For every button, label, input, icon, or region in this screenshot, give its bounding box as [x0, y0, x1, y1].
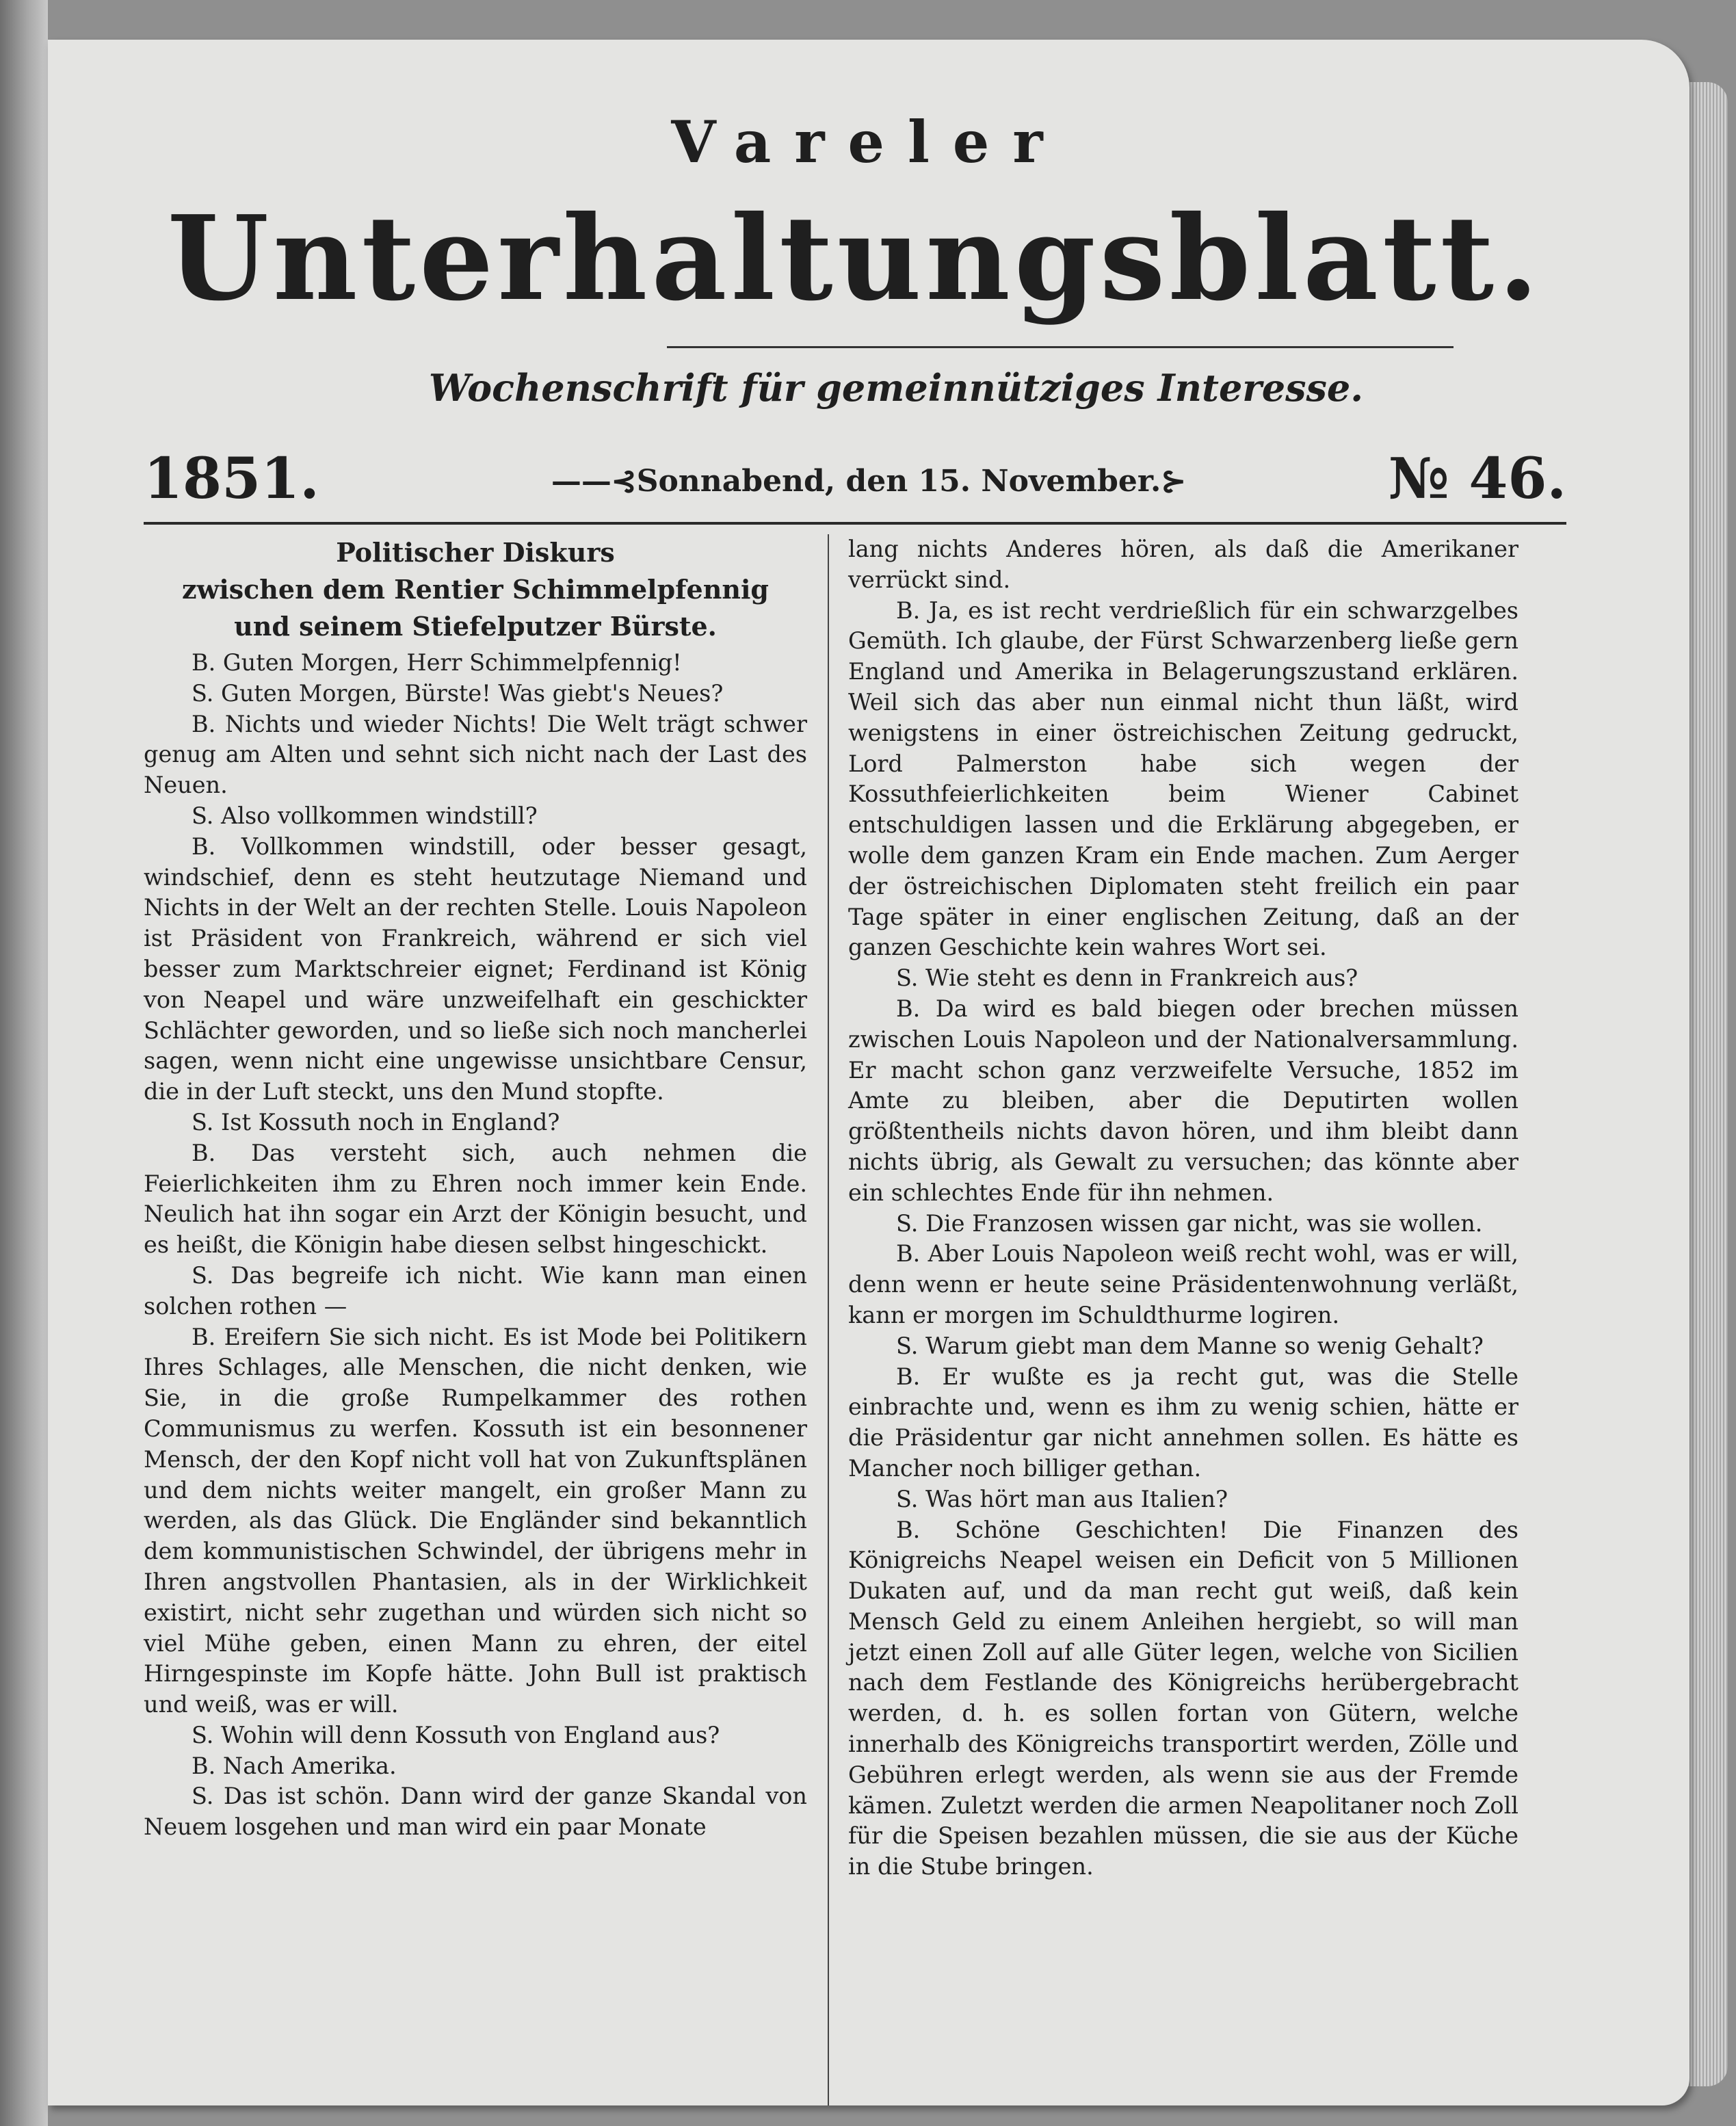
right-column	[848, 534, 1518, 1882]
masthead-big-title: Unterhaltungsblatt.	[167, 190, 1543, 327]
dialogue-paragraph: B. Das versteht sich, auch nehmen die Feierlichkeiten ihm zu Ehren noch immer kein Ende. Neulich hat ihn sogar ein Arzt der Königin besucht, und es heißt, die Königin habe diesen selbst hingeschickt.	[144, 1139, 807, 1259]
dialogue-paragraph: B. Er wußte es ja recht gut, was die Stelle einbrachte und, wenn es ihm zu wenig schien, hätte er die Präsidentur gar nicht annehmen sollen. Es hätte es Mancher noch billiger gethan.	[848, 1363, 1518, 1482]
dialogue-paragraph: B. Guten Morgen, Herr Schimmelpfennig!	[192, 649, 682, 676]
headline-line: zwischen dem Rentier Schimmelpfennig	[182, 574, 769, 605]
dialogue-paragraph: B. Da wird es bald biegen oder brechen müssen zwischen Louis Napoleon und der Nationalversammlung. Er macht schon ganz verzweifelte Versuche, 1852 im Amte zu bleiben, aber die Deputirten wollen größtentheils nichts davon hören, und ihm bleibt dann nichts übrig, als Gewalt zu versuchen; das könnte aber ein schlechtes Ende für ihn nehmen.	[848, 995, 1518, 1206]
dialogue-paragraph: B. Ereifern Sie sich nicht. Es ist Mode bei Politikern Ihres Schlages, alle Menschen, die nicht denken, wie Sie, in die große Rumpelkammer des rothen Communismus zu werfen. Kossuth ist ein besonnener Mensch, der den Kopf nicht voll hat von Zukunftsplänen und dem nichts weiter mangelt, ein großer Mann zu werden, als das Glück. Die Engländer sind bekanntlich dem kommunistischen Schwindel, der übrigens mehr in Ihren angstvollen Phantasien, als in der Wirklichkeit existirt, nicht sehr zugethan und würden sich nicht so viel Mühe geben, einen Mann zu ehren, der eitel Hirngespinste im Kopfe hätte. John Bull ist praktisch und weiß, was er will.	[144, 1323, 807, 1718]
dialogue-paragraph: S. Warum giebt man dem Manne so wenig Gehalt?	[896, 1332, 1484, 1359]
newspaper-page	[48, 40, 1689, 2105]
page-stack-edge	[1687, 82, 1728, 2086]
headline-line: und seinem Stiefelputzer Bürste.	[234, 611, 717, 642]
column-divider	[828, 534, 829, 2105]
dialogue-paragraph: B. Ja, es ist recht verdrießlich für ein schwarzgelbes Gemüth. Ich glaube, der Fürst Schwarzenberg ließe gern England und Amerika in Belagerungszustand erklären. Weil sich das aber nun einmal nicht thun läßt, wird wenigstens in einer östreichischen Zeitung gedruckt, Lord Palmerston habe sich wegen der Kossuthfeierlichkeiten beim Wiener Cabinet entschuldigen lassen und die Erklärung abgegeben, er wolle dem ganzen Kram ein Ende machen. Zum Aerger der östreichischen Diplomaten steht freilich ein paar Tage später in einer englischen Zeitung, daß an der ganzen Geschichte kein wahres Wort sei.	[848, 596, 1518, 961]
page-content	[144, 108, 1566, 2092]
dialogue-paragraph: S. Die Franzosen wissen gar nicht, was sie wollen.	[896, 1209, 1483, 1237]
masthead-small-title: Vareler	[671, 108, 1066, 176]
article-headline	[144, 534, 807, 645]
masthead-rule	[667, 346, 1454, 348]
dialogue-paragraph: S. Das ist schön. Dann wird der ganze Skandal von Neuem losgehen und man wird ein paar Monate	[144, 1783, 807, 1841]
header-rule	[144, 522, 1566, 525]
dialogue-paragraph: S. Ist Kossuth noch in England?	[192, 1108, 560, 1136]
issue-date: Sonnabend, den 15. November.	[636, 464, 1161, 499]
article-columns	[144, 534, 1566, 2105]
dialogue-paragraph: B. Nichts und wieder Nichts! Die Welt trägt schwer genug am Alten und sehnt sich nicht nach der Last des Neuen.	[144, 710, 807, 799]
ornament-right: ⊱	[1161, 464, 1187, 499]
dateline	[144, 441, 1566, 516]
dialogue-paragraph: B. Schöne Geschichten! Die Finanzen des Königreichs Neapel weisen ein Deficit von 5 Millionen Dukaten auf, und da man recht gut weiß, daß kein Mensch Geld zu einem Anleihen hergiebt, so will man jetzt einen Zoll auf alle Güter legen, welche von Sicilien nach dem Festlande des Königreichs herübergebracht werden, d. h. es sollen fortan von Gütern, welche innerhalb des Königreichs transportirt werden, Zölle und Gebühren erlegt werden, als wenn sie aus der Fremde kämen. Zuletzt werden die armen Neapolitaner noch Zoll für die Speisen bezahlen müssen, die sie aus der Küche in die Stube bringen.	[848, 1516, 1518, 1880]
dialogue-paragraph: S. Was hört man aus Italien?	[896, 1485, 1228, 1512]
issue-number: № 46.	[1388, 446, 1566, 512]
ornament-left: ——⊰	[551, 464, 637, 499]
dialogue-paragraph: B. Aber Louis Napoleon weiß recht wohl, was er will, denn wenn er heute seine Präsidentenwohnung verläßt, kann er morgen im Schuldthurme logiren.	[848, 1240, 1518, 1328]
dialogue-paragraph: S. Guten Morgen, Bürste! Was giebt's Neues?	[192, 679, 724, 707]
masthead-subtitle: Wochenschrift für gemeinnütziges Interesse.	[428, 366, 1364, 410]
issue-date-line	[527, 458, 1211, 506]
dialogue-paragraph: S. Wohin will denn Kossuth von England aus?	[192, 1721, 720, 1748]
headline-line: Politischer Diskurs	[336, 537, 615, 568]
dialogue-paragraph: S. Also vollkommen windstill?	[192, 802, 538, 829]
dialogue-paragraph: S. Wie steht es denn in Frankreich aus?	[896, 964, 1358, 992]
issue-year: 1851.	[144, 446, 319, 512]
dialogue-paragraph: B. Vollkommen windstill, oder besser gesagt, windschief, denn es steht heutzutage Niemand und Nichts in der Welt an der rechten Stelle. Louis Napoleon ist Präsident von Frankreich, während er sich viel besser zum Marktschreier eignet; Ferdinand ist König von Neapel und wäre unzweifelhaft ein geschickter Schlächter geworden, und so ließe sich noch mancherlei sagen, wenn nicht eine ungewisse unsichtbare Censur, die in der Luft steckt, uns den Mund stopfte.	[144, 832, 807, 1105]
left-column	[144, 534, 807, 1843]
dialogue-paragraph: S. Das begreife ich nicht. Wie kann man einen solchen rothen —	[144, 1261, 807, 1320]
dialogue-paragraph: B. Nach Amerika.	[192, 1752, 397, 1779]
book-binding	[0, 0, 48, 2126]
dialogue-continuation: lang nichts Anderes hören, als daß die Amerikaner verrückt sind.	[848, 536, 1518, 593]
